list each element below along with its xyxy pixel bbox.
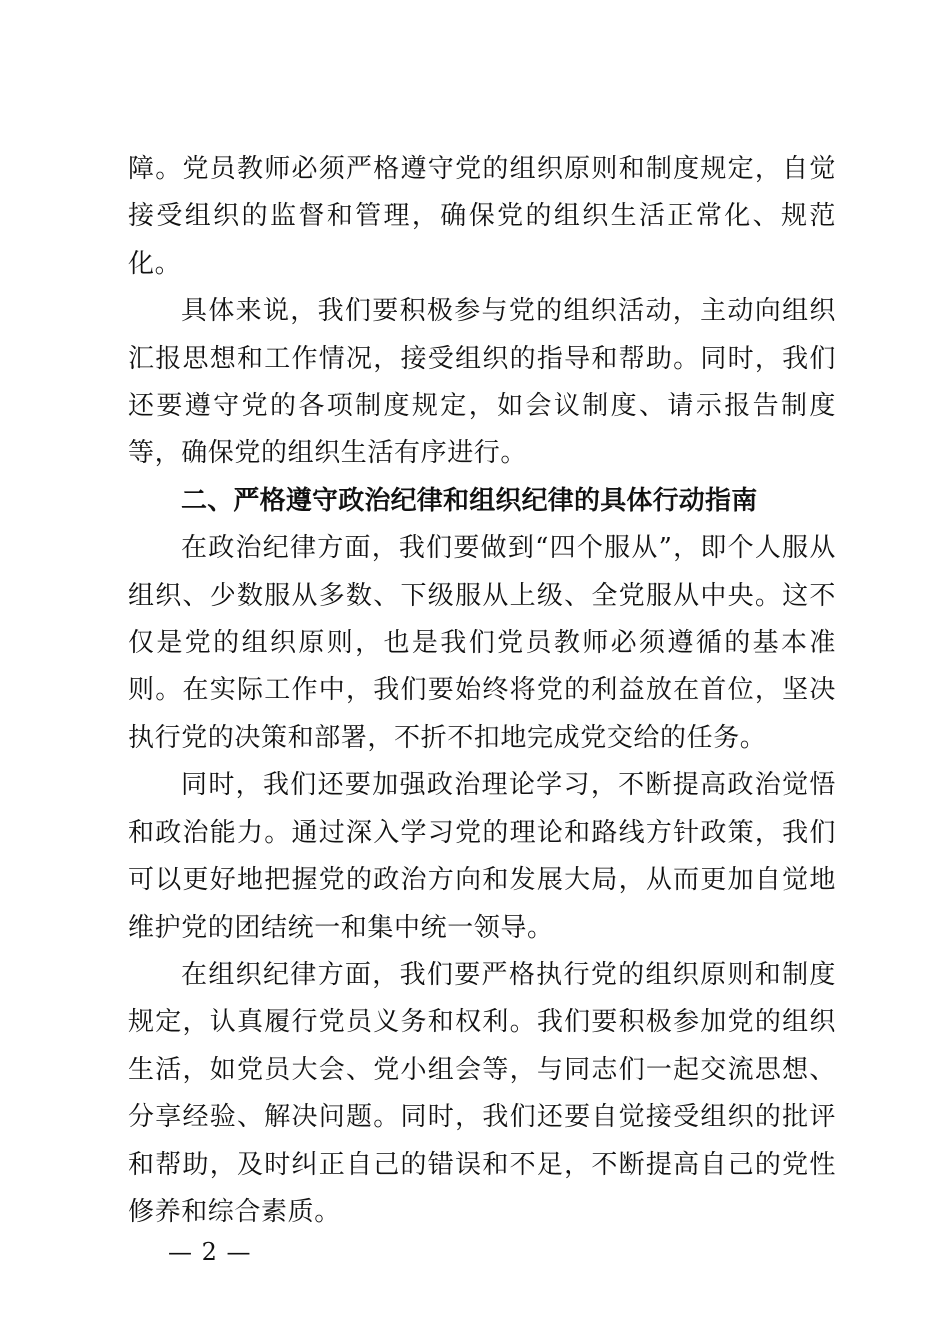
body-paragraph-1: 障。党员教师必须严格遵守党的组织原则和制度规定，自觉接受组织的监督和管理，确保党的组织生活正常化、规范化。 [128, 154, 836, 279]
section-heading: 二、严格遵守政治纪律和组织纪律的具体行动指南 [181, 485, 758, 516]
document-page [128, 146, 836, 1236]
body-paragraph-4: 同时，我们还要加强政治理论学习，不断提高政治觉悟和政治能力。通过深入学习党的理论和路线方针政策，我们可以更好地把握党的政治方向和发展大局，从而更加自觉地维护党的团结统一和集中统一领导。 [128, 770, 836, 943]
page-number: — 2 — [168, 1238, 252, 1266]
body-paragraph-5: 在组织纪律方面，我们要严格执行党的组织原则和制度规定，认真履行党员义务和权利。我们要积极参加党的组织生活，如党员大会、党小组会等，与同志们一起交流思想、分享经验、解决问题。同时，我们还要自觉接受组织的批评和帮助，及时纠正自己的错误和不足，不断提高自己的党性修养和综合素质。 [128, 959, 836, 1227]
body-paragraph-2: 具体来说，我们要积极参与党的组织活动，主动向组织汇报思想和工作情况，接受组织的指导和帮助。同时，我们还要遵守党的各项制度规定，如会议制度、请示报告制度等，确保党的组织生活有序进行。 [128, 296, 836, 469]
body-paragraph-3: 在政治纪律方面，我们要做到“四个服从”，即个人服从组织、少数服从多数、下级服从上级、全党服从中央。这不仅是党的组织原则，也是我们党员教师必须遵循的基本准则。在实际工作中，我们要始终将党的利益放在首位，坚决执行党的决策和部署，不折不扣地完成党交给的任务。 [128, 533, 836, 753]
